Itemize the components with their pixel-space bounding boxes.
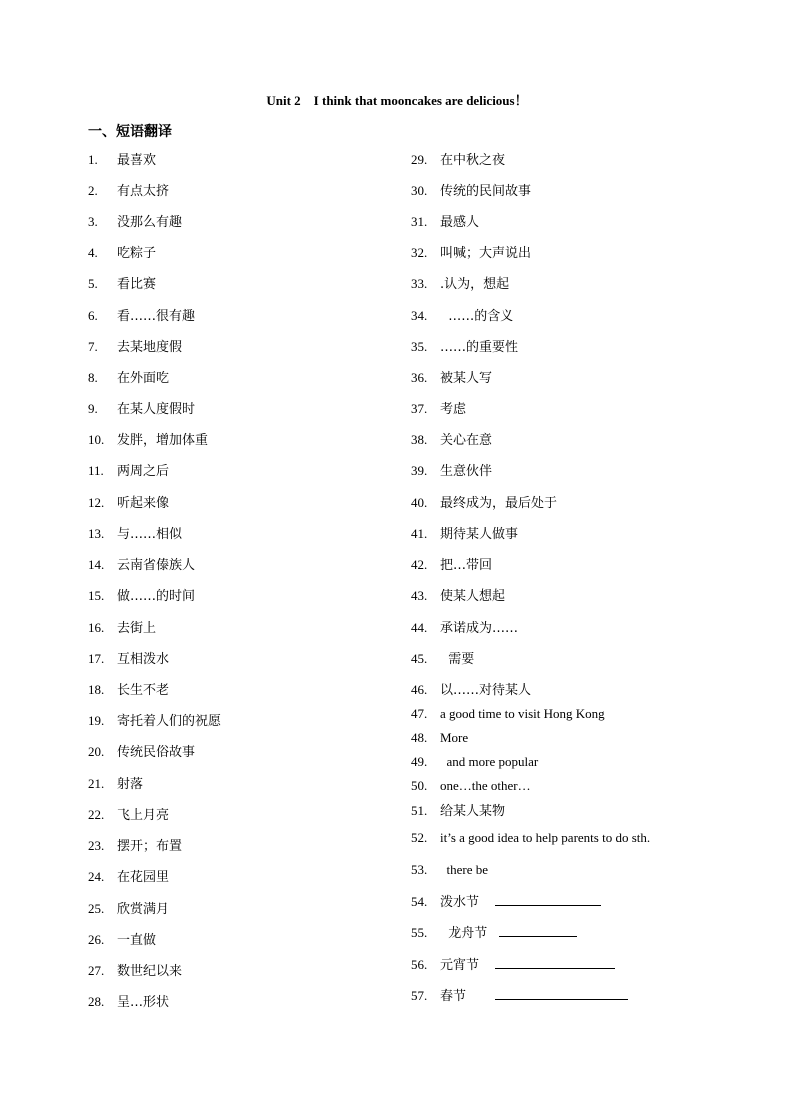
item-text: one…the other… — [440, 778, 531, 793]
list-item — [88, 276, 156, 293]
item-number: 38. — [411, 432, 428, 447]
list-item — [411, 620, 518, 637]
item-number: 4. — [88, 245, 98, 260]
list-item — [411, 245, 531, 262]
item-text: 做……的时间 — [117, 589, 196, 604]
item-number: 5. — [88, 276, 98, 291]
item-number: 57. — [411, 988, 428, 1003]
list-item — [88, 932, 156, 949]
list-item — [411, 463, 492, 480]
list-item — [88, 432, 208, 449]
item-number: 27. — [88, 963, 105, 978]
item-text: More — [440, 730, 469, 745]
list-item — [88, 994, 169, 1011]
item-number: 22. — [88, 807, 105, 822]
item-text: 看……很有趣 — [117, 309, 196, 324]
item-number: 2. — [88, 183, 98, 198]
item-number: 55. — [411, 925, 428, 940]
item-number: 33. — [411, 276, 428, 291]
item-number: 45. — [411, 651, 428, 666]
list-item — [411, 754, 538, 770]
item-number: 28. — [88, 994, 105, 1009]
item-text: 使某人想起 — [440, 589, 506, 604]
item-text: 听起来像 — [117, 496, 170, 511]
item-text: 去某地度假 — [117, 340, 183, 355]
item-text: 被某人写 — [440, 371, 493, 386]
item-text: 元宵节 — [440, 958, 480, 973]
item-number: 12. — [88, 495, 105, 510]
item-text: .认为，想起 — [440, 277, 510, 292]
item-text: 最终成为，最后处于 — [440, 496, 558, 511]
item-text: ……的重要性 — [440, 340, 519, 355]
list-item — [411, 308, 513, 325]
answer-blank — [495, 956, 615, 969]
list-item — [411, 339, 518, 356]
item-number: 42. — [411, 557, 428, 572]
item-number: 19. — [88, 713, 105, 728]
list-item — [411, 526, 518, 543]
item-number: 54. — [411, 894, 428, 909]
item-number: 51. — [411, 803, 428, 818]
item-text: 生意伙伴 — [440, 464, 493, 479]
list-item — [88, 526, 182, 543]
list-item — [411, 557, 492, 574]
list-item — [411, 214, 479, 231]
item-number: 1. — [88, 152, 98, 167]
item-text: there be — [440, 862, 489, 877]
list-item — [88, 152, 156, 169]
list-item — [88, 963, 182, 980]
item-text: 数世纪以来 — [117, 964, 183, 979]
item-text: 发胖，增加体重 — [117, 433, 209, 448]
item-text: 欣赏满月 — [117, 902, 170, 917]
item-number: 26. — [88, 932, 105, 947]
item-number: 11. — [88, 463, 104, 478]
item-number: 30. — [411, 183, 428, 198]
list-item — [411, 893, 601, 911]
item-text: 与……相似 — [117, 527, 183, 542]
item-number: 31. — [411, 214, 428, 229]
item-text: 寄托着人们的祝愿 — [117, 714, 222, 729]
item-text: 给某人某物 — [440, 804, 506, 819]
list-item — [88, 838, 182, 855]
item-text: 在中秋之夜 — [440, 153, 506, 168]
answer-blank — [495, 893, 601, 906]
item-number: 8. — [88, 370, 98, 385]
item-number: 41. — [411, 526, 428, 541]
item-text: 看比赛 — [117, 277, 157, 292]
item-number: 29. — [411, 152, 428, 167]
item-text: 在花园里 — [117, 870, 170, 885]
item-number: 52. — [411, 830, 428, 845]
item-text: 摆开；布置 — [117, 839, 183, 854]
item-text: 最喜欢 — [117, 153, 157, 168]
item-number: 53. — [411, 862, 428, 877]
item-text: 在某人度假时 — [117, 402, 196, 417]
item-number: 18. — [88, 682, 105, 697]
list-item — [411, 706, 605, 722]
item-text: 呈…形状 — [117, 995, 170, 1010]
item-text: 以……对待某人 — [440, 683, 532, 698]
item-number: 20. — [88, 744, 105, 759]
item-number: 44. — [411, 620, 428, 635]
list-item — [411, 803, 505, 820]
list-item — [88, 308, 195, 325]
item-number: 32. — [411, 245, 428, 260]
item-number: 24. — [88, 869, 105, 884]
item-text: 最感人 — [440, 215, 480, 230]
item-text: a good time to visit Hong Kong — [440, 706, 605, 721]
item-text: 叫喊；大声说出 — [440, 246, 532, 261]
list-item — [88, 620, 156, 637]
item-text: 长生不老 — [117, 683, 170, 698]
item-text: 没那么有趣 — [117, 215, 183, 230]
item-text: 把…带回 — [440, 558, 493, 573]
item-text: 云南省傣族人 — [117, 558, 196, 573]
list-item — [411, 987, 628, 1005]
list-item — [88, 214, 182, 231]
item-text: 需要 — [440, 652, 475, 667]
item-text: 射落 — [117, 777, 144, 792]
item-number: 36. — [411, 370, 428, 385]
list-item — [411, 682, 531, 699]
list-item — [88, 370, 169, 387]
item-text: 春节 — [440, 989, 467, 1004]
item-text: 龙舟节 — [440, 926, 488, 941]
item-text: 承诺成为…… — [440, 621, 519, 636]
item-number: 39. — [411, 463, 428, 478]
answer-blank — [499, 924, 577, 937]
item-number: 13. — [88, 526, 105, 541]
list-item — [411, 924, 577, 942]
list-item — [88, 183, 169, 200]
item-number: 43. — [411, 588, 428, 603]
item-text: 在外面吃 — [117, 371, 170, 386]
list-item — [88, 807, 169, 824]
item-text: 考虑 — [440, 402, 467, 417]
item-number: 9. — [88, 401, 98, 416]
item-number: 10. — [88, 432, 105, 447]
item-text: 两周之后 — [117, 464, 170, 479]
item-number: 25. — [88, 901, 105, 916]
list-item — [411, 183, 531, 200]
list-item — [411, 778, 531, 794]
list-item — [411, 956, 615, 974]
list-item — [411, 830, 650, 846]
list-item — [88, 401, 195, 418]
list-item — [88, 557, 195, 574]
list-item — [411, 588, 505, 605]
list-item — [88, 776, 143, 793]
list-item — [88, 869, 169, 886]
item-number: 56. — [411, 957, 428, 972]
item-number: 21. — [88, 776, 105, 791]
item-text: and more popular — [440, 754, 539, 769]
section-heading: 一、短语翻译 — [88, 124, 172, 140]
list-item — [88, 463, 169, 480]
item-number: 37. — [411, 401, 428, 416]
list-item — [411, 730, 468, 746]
item-number: 40. — [411, 495, 428, 510]
list-item — [88, 901, 169, 918]
item-text: 关心在意 — [440, 433, 493, 448]
item-text: it’s a good idea to help parents to do sth. — [440, 830, 651, 845]
item-text: 有点太挤 — [117, 184, 170, 199]
item-text: 互相泼水 — [117, 652, 170, 667]
list-item — [88, 682, 169, 699]
list-item — [411, 276, 509, 293]
item-text: 一直做 — [117, 933, 157, 948]
list-item — [88, 588, 195, 605]
list-item — [88, 245, 156, 262]
item-number: 23. — [88, 838, 105, 853]
item-text: 去街上 — [117, 621, 157, 636]
list-item — [411, 432, 492, 449]
list-item — [88, 713, 221, 730]
list-item — [411, 401, 466, 418]
item-number: 3. — [88, 214, 98, 229]
list-item — [411, 651, 474, 668]
list-item — [411, 370, 492, 387]
item-number: 16. — [88, 620, 105, 635]
item-text: 泼水节 — [440, 895, 480, 910]
item-number: 48. — [411, 730, 428, 745]
answer-blank — [495, 987, 628, 1000]
item-number: 6. — [88, 308, 98, 323]
item-number: 35. — [411, 339, 428, 354]
item-text: 吃粽子 — [117, 246, 157, 261]
list-item — [411, 152, 505, 169]
item-number: 49. — [411, 754, 428, 769]
item-text: 传统民俗故事 — [117, 745, 196, 760]
list-item — [88, 339, 182, 356]
list-item — [411, 862, 488, 878]
list-item — [88, 651, 169, 668]
item-number: 46. — [411, 682, 428, 697]
item-number: 15. — [88, 588, 105, 603]
item-number: 7. — [88, 339, 98, 354]
item-text: 期待某人做事 — [440, 527, 519, 542]
list-item — [88, 495, 169, 512]
item-text: 飞上月亮 — [117, 808, 170, 823]
item-number: 47. — [411, 706, 428, 721]
document-title: Unit 2 I think that mooncakes are delicious！ — [266, 93, 528, 108]
item-text: ……的含义 — [440, 309, 514, 324]
item-number: 14. — [88, 557, 105, 572]
item-number: 34. — [411, 308, 428, 323]
item-number: 50. — [411, 778, 428, 793]
item-number: 17. — [88, 651, 105, 666]
list-item — [88, 744, 195, 761]
list-item — [411, 495, 557, 512]
item-text: 传统的民间故事 — [440, 184, 532, 199]
